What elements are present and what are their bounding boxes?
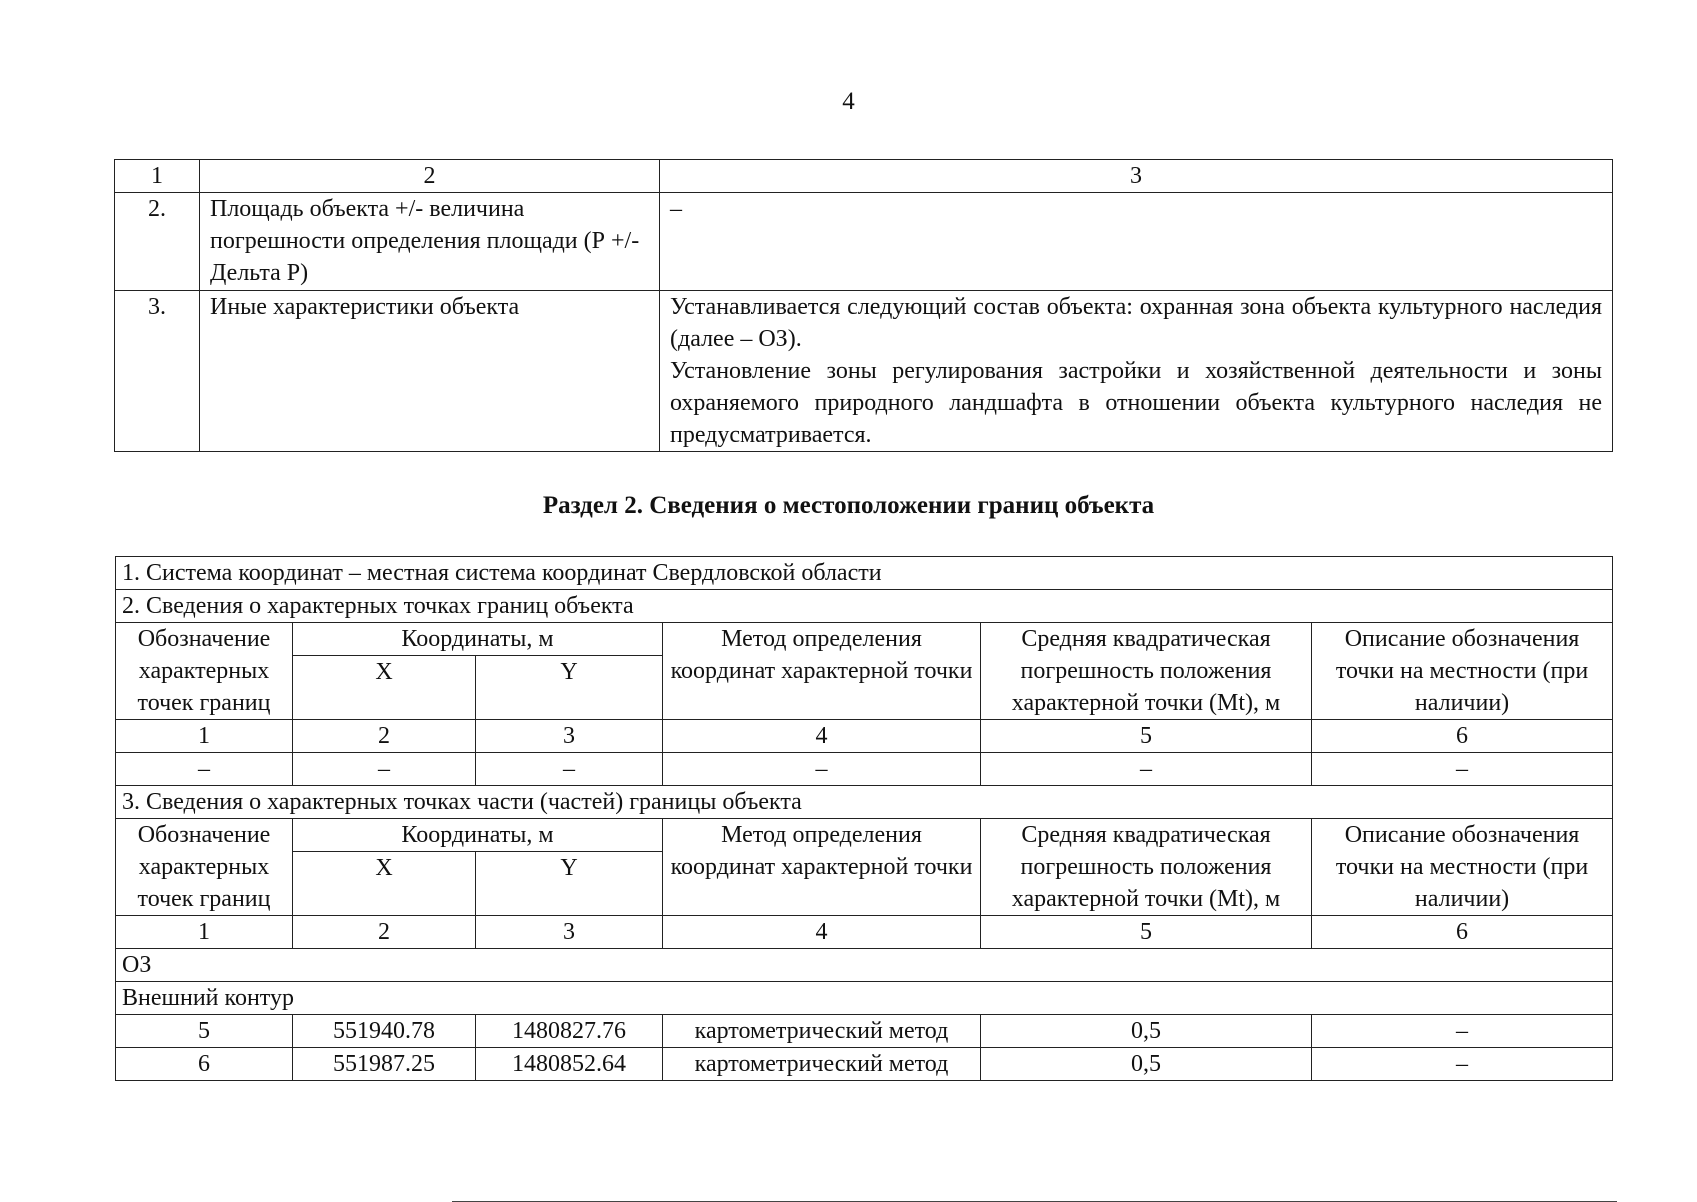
table1-row (115, 193, 1613, 291)
col-number: 4 (663, 720, 981, 753)
row-number: 3. (115, 291, 200, 452)
point-x: 551940.78 (293, 1015, 476, 1048)
part3-colnum-row (116, 916, 1613, 949)
error-header: Средняя квадратическая погрешность положения характерной точки (Mt), м (981, 623, 1312, 720)
page-number: 4 (842, 88, 855, 115)
dash-cell: – (293, 753, 476, 786)
col-number: 6 (1312, 720, 1613, 753)
table1-header-cell: 2 (200, 160, 660, 193)
coord-system-row (116, 557, 1613, 590)
col-number: 5 (981, 720, 1312, 753)
point-method: картометрический метод (663, 1048, 981, 1081)
point-description: – (1312, 1015, 1613, 1048)
col-number: 6 (1312, 916, 1613, 949)
point-row (116, 1015, 1613, 1048)
description-header: Описание обозначения точки на местности (при наличии) (1312, 623, 1613, 720)
col-number: 3 (476, 720, 663, 753)
table1-row (115, 291, 1613, 452)
y-header: Y (476, 852, 663, 916)
zone-label: ОЗ (116, 949, 1613, 982)
table1-header-row (115, 160, 1613, 193)
point-id: 6 (116, 1048, 293, 1081)
contour-label: Внешний контур (116, 982, 1613, 1015)
table1-header-cell: 1 (115, 160, 200, 193)
row-value: – (660, 193, 1613, 291)
col-number: 1 (116, 720, 293, 753)
row-value (660, 291, 1613, 452)
section-title: Раздел 2. Сведения о местоположении границ объекта (542, 492, 1155, 519)
point-y: 1480827.76 (476, 1015, 663, 1048)
point-mt: 0,5 (981, 1015, 1312, 1048)
point-method: картометрический метод (663, 1015, 981, 1048)
row-number: 2. (115, 193, 200, 291)
dash-cell: – (1312, 753, 1613, 786)
point-x: 551987.25 (293, 1048, 476, 1081)
description-header: Описание обозначения точки на местности (при наличии) (1312, 819, 1613, 916)
row-name: Площадь объекта +/- величина погрешности определения площади (Р +/- Дельта Р) (200, 193, 660, 291)
point-row (116, 1048, 1613, 1081)
object-characteristics-table (114, 159, 1613, 452)
part3-title: 3. Сведения о характерных точках части (частей) границы объекта (116, 786, 1613, 819)
x-header: X (293, 656, 476, 720)
point-description: – (1312, 1048, 1613, 1081)
col-number: 1 (116, 916, 293, 949)
row-value-paragraph: Установление зоны регулирования застройки и хозяйственной деятельности и зоны охраняемого природного ландшафта в отношении объекта культурного наследия не предусматривается. (670, 358, 1602, 448)
x-header: X (293, 852, 476, 916)
point-y: 1480852.64 (476, 1048, 663, 1081)
part3-header-row (116, 819, 1613, 852)
part2-data-row (116, 753, 1613, 786)
table1-header-cell: 3 (660, 160, 1613, 193)
designation-header: Обозначение характерных точек границ (116, 819, 293, 916)
error-header: Средняя квадратическая погрешность положения характерной точки (Mt), м (981, 819, 1312, 916)
col-number: 3 (476, 916, 663, 949)
coords-header: Координаты, м (293, 819, 663, 852)
designation-header: Обозначение характерных точек границ (116, 623, 293, 720)
dash-cell: – (476, 753, 663, 786)
coords-header: Координаты, м (293, 623, 663, 656)
row-name: Иные характеристики объекта (200, 291, 660, 452)
part2-title-row (116, 590, 1613, 623)
col-number: 2 (293, 720, 476, 753)
dash-cell: – (116, 753, 293, 786)
boundary-points-table (115, 556, 1613, 1081)
point-id: 5 (116, 1015, 293, 1048)
dash-cell: – (663, 753, 981, 786)
part3-title-row (116, 786, 1613, 819)
dash-cell: – (981, 753, 1312, 786)
point-mt: 0,5 (981, 1048, 1312, 1081)
col-number: 2 (293, 916, 476, 949)
col-number: 4 (663, 916, 981, 949)
col-number: 5 (981, 916, 1312, 949)
row-value-paragraph: Устанавливается следующий состав объекта: охранная зона объекта культурного наследия (далее – ОЗ). (670, 294, 1602, 352)
part2-colnum-row (116, 720, 1613, 753)
y-header: Y (476, 656, 663, 720)
contour-row (116, 982, 1613, 1015)
part2-header-row (116, 623, 1613, 656)
method-header: Метод определения координат характерной точки (663, 819, 981, 916)
method-header: Метод определения координат характерной точки (663, 623, 981, 720)
zone-row (116, 949, 1613, 982)
part2-title: 2. Сведения о характерных точках границ объекта (116, 590, 1613, 623)
coord-system-label: 1. Система координат – местная система координат Свердловской области (116, 557, 1613, 590)
